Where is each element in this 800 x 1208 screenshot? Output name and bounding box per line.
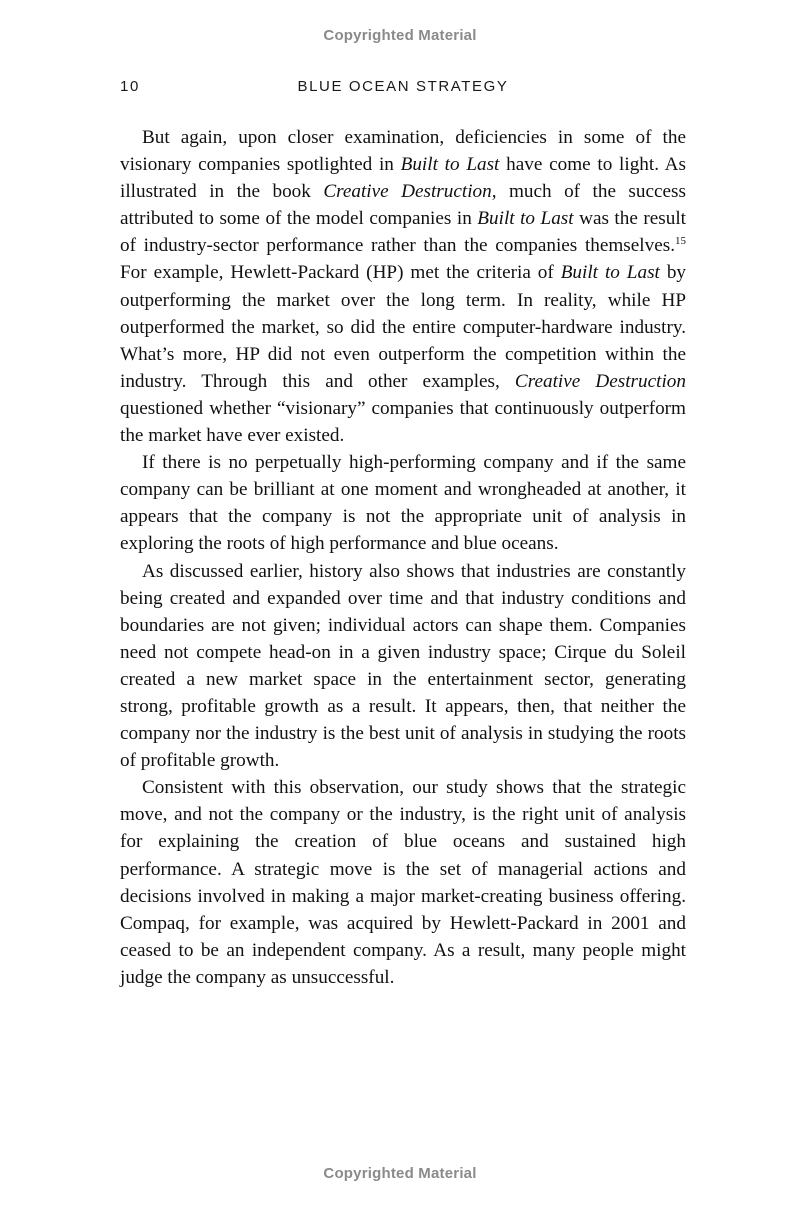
paragraph-1-text: questioned whether “visionary” companies that continuously outperform the market have ever existed. [120,397,686,447]
footnote-marker: 15 [675,235,686,248]
book-reference: Creative Destruction [323,181,492,203]
paragraph-1-text: by outperforming the market over the long term. In reality, while HP outperformed the market, so did the entire computer-hardware industry. What’s more, HP did not even outperform the competition within the industry. Through this and other examples, [120,262,686,392]
body-text [120,124,686,991]
paragraph-1-text: But again, upon closer examination, deficiencies in some of the visionary companies spotlighted in [120,127,686,176]
paragraph-1 [120,124,686,449]
running-head [120,78,686,100]
book-title: BLUE OCEAN STRATEGY [297,78,509,95]
paragraph-2: If there is no perpetually high-performing company and if the same company can be brilliant at one moment and wrongheaded at another, it appears that the company is not the appropriate unit of analysis in exploring the roots of high performance and blue oceans. [120,452,686,555]
page-number: 10 [120,78,140,95]
paragraph-4: Consistent with this observation, our study shows that the strategic move, and not the company or the industry, is the right unit of analysis for explaining the creation of blue oceans and sustained high performance. A strategic move is the set of managerial actions and decisions involved in making a major market-creating business offering. Compaq, for example, was acquired by Hewlett-Packard in 2001 and ceased to be an independent company. As a result, many people might judge the company as unsuccessful. [120,777,686,988]
paragraph-1-text: , much of the success attributed to some of the model companies in [120,181,686,230]
book-reference: Built to Last [477,208,574,230]
copyright-watermark-bottom: Copyrighted Material [323,1165,477,1182]
book-reference: Built to Last [400,154,500,176]
paragraph-1-text: For example, Hewlett-Packard (HP) met the criteria of [120,262,561,284]
book-reference: Built to Last [560,262,660,284]
paragraph-1-text: have come to light. As illustrated in the book [120,154,687,203]
book-reference: Creative Destruction [514,370,686,392]
paragraph-3: As discussed earlier, history also shows that industries are constantly being created and expanded over time and that industry conditions and boundaries are not given; individual actors can shape them. Companies need not compete head-on in a given industry space; Cirque du Soleil created a new market space in the entertainment sector, generating strong, profitable growth as a result. It appears, then, that neither the company nor the industry is the best unit of analysis in studying the roots of profitable growth. [120,560,686,772]
paragraph-1-text: was the result of industry-sector performance rather than the companies themselves. [120,208,686,257]
copyright-watermark-top: Copyrighted Material [323,27,477,44]
